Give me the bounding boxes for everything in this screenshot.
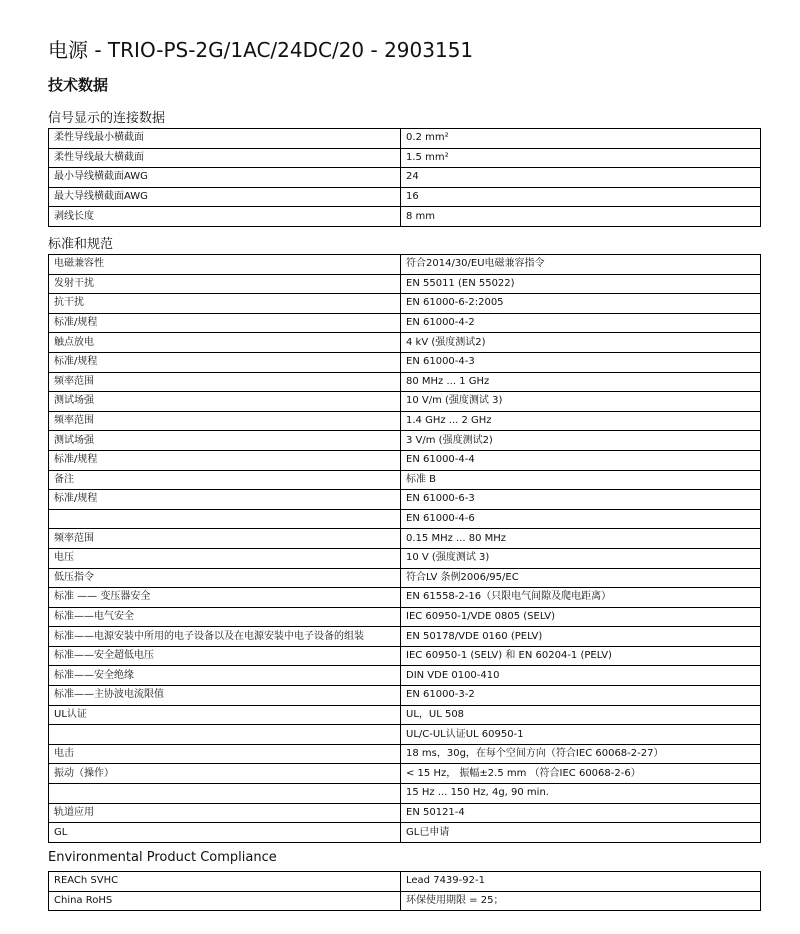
table-row [49,392,761,412]
spec-key: 频率范围 [49,372,401,392]
table-row [49,148,761,168]
spec-value: 符合LV 条例2006/95/EC [401,568,761,588]
spec-value: EN 61000-3-2 [401,686,761,706]
table-row [49,450,761,470]
spec-value: EN 61000-4-3 [401,352,761,372]
table-row [49,764,761,784]
spec-key: 标准——电气安全 [49,607,401,627]
spec-value: 10 V (强度测试 3) [401,548,761,568]
table-row [49,529,761,549]
table-row [49,568,761,588]
spec-key: 频率范围 [49,411,401,431]
spec-key [49,509,401,529]
spec-key: 标准——安全绝缘 [49,666,401,686]
table-row [49,607,761,627]
table-row [49,207,761,227]
spec-value: 8 mm [401,207,761,227]
spec-key: 标准 —— 变压器安全 [49,588,401,608]
table-row [49,372,761,392]
table-connection-data [48,128,761,227]
spec-value: 16 [401,187,761,207]
table-row [49,705,761,725]
spec-key: 电磁兼容性 [49,255,401,275]
spec-key: 标准——安全超低电压 [49,646,401,666]
table-row [49,872,761,892]
spec-value: 1.4 GHz ... 2 GHz [401,411,761,431]
table-row [49,470,761,490]
table-row [49,548,761,568]
spec-key: 备注 [49,470,401,490]
spec-key: 标准/规程 [49,313,401,333]
spec-key: 标准——主协波电流限值 [49,686,401,706]
spec-value: EN 50121-4 [401,803,761,823]
spec-key [49,725,401,745]
table-row [49,168,761,188]
spec-key: 抗干扰 [49,294,401,314]
spec-key: 最小导线横截面AWG [49,168,401,188]
spec-key: 标准/规程 [49,490,401,510]
spec-value: 80 MHz ... 1 GHz [401,372,761,392]
spec-value: 10 V/m (强度测试 3) [401,392,761,412]
spec-value: Lead 7439-92-1 [401,872,761,892]
spec-value: EN 61000-4-2 [401,313,761,333]
table-row [49,823,761,843]
section-heading-environmental: Environmental Product Compliance [48,850,277,865]
spec-value: EN 61000-6-2:2005 [401,294,761,314]
spec-value: EN 61558-2-16（只限电气间隙及爬电距离） [401,588,761,608]
spec-value: 18 ms，30g，在每个空间方向（符合IEC 60068-2-27） [401,744,761,764]
table-row [49,431,761,451]
spec-value: 24 [401,168,761,188]
page-subtitle: 技术数据 [48,76,109,94]
spec-value: 标准 B [401,470,761,490]
spec-key: 剥线长度 [49,207,401,227]
spec-value: IEC 60950-1/VDE 0805 (SELV) [401,607,761,627]
table-row [49,352,761,372]
table-row [49,891,761,911]
spec-key: REACh SVHC [49,872,401,892]
spec-value: 1.5 mm² [401,148,761,168]
spec-key: 测试场强 [49,392,401,412]
spec-value: 0.2 mm² [401,129,761,149]
spec-key: 柔性导线最大横截面 [49,148,401,168]
table-row [49,294,761,314]
spec-value: 15 Hz ... 150 Hz, 4g, 90 min. [401,784,761,804]
table-row [49,411,761,431]
spec-value: 4 kV (强度测试2) [401,333,761,353]
spec-value: EN 50178/VDE 0160 (PELV) [401,627,761,647]
table-row [49,274,761,294]
spec-key: 电击 [49,744,401,764]
spec-value: IEC 60950-1 (SELV) 和 EN 60204-1 (PELV) [401,646,761,666]
spec-key: GL [49,823,401,843]
table-row [49,784,761,804]
spec-key: China RoHS [49,891,401,911]
spec-key: 电压 [49,548,401,568]
table-row [49,129,761,149]
spec-key: 最大导线横截面AWG [49,187,401,207]
spec-key: 标准——电源安装中所用的电子设备以及在电源安装中电子设备的组装 [49,627,401,647]
spec-key: UL认证 [49,705,401,725]
spec-key: 轨道应用 [49,803,401,823]
spec-key: 频率范围 [49,529,401,549]
spec-key: 触点放电 [49,333,401,353]
table-row [49,725,761,745]
spec-value: EN 55011 (EN 55022) [401,274,761,294]
spec-value: 环保使用期限 = 25； [401,891,761,911]
spec-key: 低压指令 [49,568,401,588]
table-row [49,333,761,353]
spec-key [49,784,401,804]
spec-value: EN 61000-6-3 [401,490,761,510]
spec-value: EN 61000-4-6 [401,509,761,529]
spec-value: EN 61000-4-4 [401,450,761,470]
spec-value: 0.15 MHz ... 80 MHz [401,529,761,549]
spec-key: 振动（操作） [49,764,401,784]
spec-key: 标准/规程 [49,352,401,372]
table-row [49,803,761,823]
spec-value: DIN VDE 0100-410 [401,666,761,686]
spec-value: 符合2014/30/EU电磁兼容指令 [401,255,761,275]
page-title: 电源 - TRIO-PS-2G/1AC/24DC/20 - 2903151 [48,38,474,62]
spec-value: < 15 Hz， 振幅±2.5 mm （符合IEC 60068-2-6） [401,764,761,784]
section-heading-connection: 信号显示的连接数据 [48,111,166,126]
table-standards [48,254,761,843]
spec-key: 标准/规程 [49,450,401,470]
table-row [49,744,761,764]
table-row [49,686,761,706]
table-row [49,627,761,647]
table-row [49,666,761,686]
table-row [49,313,761,333]
spec-key: 柔性导线最小横截面 [49,129,401,149]
table-row [49,509,761,529]
spec-key: 发射干扰 [49,274,401,294]
table-row [49,588,761,608]
spec-value: 3 V/m (强度测试2) [401,431,761,451]
table-row [49,187,761,207]
table-row [49,646,761,666]
spec-value: GL已申请 [401,823,761,843]
section-heading-standards: 标准和规范 [48,237,114,252]
table-environmental [48,871,761,911]
table-row [49,255,761,275]
spec-key: 测试场强 [49,431,401,451]
spec-value: UL，UL 508 [401,705,761,725]
table-row [49,490,761,510]
spec-value: UL/C-UL认证UL 60950-1 [401,725,761,745]
